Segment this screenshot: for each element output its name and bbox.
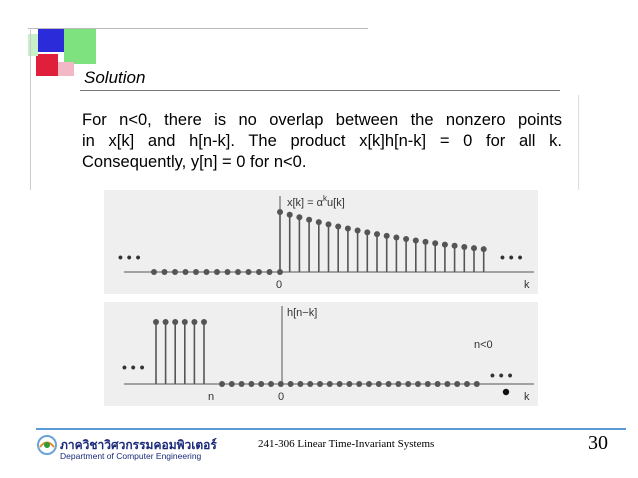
- zero-sample-point: [151, 269, 157, 275]
- xk-sample-point: [335, 223, 341, 229]
- xk-label: $x[k] = \alpha^ku[k]$: [287, 194, 345, 209]
- left-ellipsis: • • •: [118, 249, 141, 265]
- right-guide-line: [578, 95, 579, 190]
- zero-sample-point: [172, 269, 178, 275]
- department-name-english: Department of Computer Engineering: [60, 451, 202, 461]
- xk-sample-point: [277, 209, 283, 215]
- top-guide-line: [28, 28, 368, 29]
- xk-sample-point: [345, 226, 351, 232]
- zero-sample-point: [307, 381, 313, 387]
- zero-sample-point: [327, 381, 333, 387]
- xk-sample-point: [432, 240, 438, 246]
- zero-sample-point: [337, 381, 343, 387]
- decor-square-green: [64, 28, 96, 64]
- decor-square-pink: [58, 62, 74, 76]
- stray-dot: [503, 389, 509, 395]
- xk-sample-point: [306, 217, 312, 223]
- xk-sample-point: [326, 221, 332, 227]
- xk-sample-point: [287, 212, 293, 218]
- zero-sample-point: [193, 269, 199, 275]
- xk-sample-point: [384, 233, 390, 239]
- xk-stem-plot: [104, 190, 538, 294]
- zero-sample-point: [278, 381, 284, 387]
- xk-sample-point: [481, 246, 487, 252]
- zero-sample-point: [297, 381, 303, 387]
- zero-sample-point: [214, 269, 220, 275]
- zero-label: 0: [278, 391, 285, 403]
- zero-sample-point: [219, 381, 225, 387]
- xk-sample-point: [393, 234, 399, 240]
- zero-sample-point: [366, 381, 372, 387]
- page-number: 30: [588, 432, 608, 454]
- k-axis-label: k: [524, 279, 530, 291]
- hnk-stem-plot: [104, 302, 538, 406]
- xk-sample-point: [442, 242, 448, 248]
- xk-sample-point: [461, 244, 467, 250]
- solution-text: [82, 110, 562, 173]
- zero-sample-point: [376, 381, 382, 387]
- department-logo-icon: [36, 434, 58, 456]
- zero-sample-point: [464, 381, 470, 387]
- footer-divider: [36, 428, 626, 430]
- hnk-sample-point: [153, 319, 159, 325]
- zero-sample-point: [225, 269, 231, 275]
- decor-square-red: [36, 54, 58, 76]
- zero-sample-point: [229, 381, 235, 387]
- xk-sample-point: [423, 239, 429, 245]
- right-ellipsis: • • •: [500, 249, 523, 265]
- title-underline: [80, 90, 560, 91]
- course-title: 241-306 Linear Time-Invariant Systems: [258, 438, 435, 450]
- zero-sample-point: [162, 269, 168, 275]
- condition-label: n<0: [474, 339, 493, 351]
- zero-sample-point: [183, 269, 189, 275]
- xk-sample-point: [364, 229, 370, 235]
- xk-sample-point: [296, 214, 302, 220]
- body-line: For n<0, there is no overlap between the nonzero points: [82, 111, 562, 129]
- xk-sample-point: [316, 219, 322, 225]
- xk-sample-point: [471, 245, 477, 251]
- zero-sample-point: [204, 269, 210, 275]
- zero-sample-point: [288, 381, 294, 387]
- hnk-sample-point: [172, 319, 178, 325]
- hnk-sample-point: [163, 319, 169, 325]
- zero-sample-point: [415, 381, 421, 387]
- hnk-label: h[n−k]: [287, 307, 318, 319]
- zero-sample-point: [386, 381, 392, 387]
- zero-sample-point: [256, 269, 262, 275]
- zero-sample-point: [317, 381, 323, 387]
- zero-sample-point: [395, 381, 401, 387]
- left-guide-line: [30, 30, 31, 190]
- left-ellipsis: • • •: [122, 359, 145, 375]
- hnk-sample-point: [191, 319, 197, 325]
- department-name-thai: ภาควิชาวิศวกรรมคอมพิวเตอร์: [60, 438, 217, 452]
- zero-sample-point: [246, 269, 252, 275]
- zero-label: 0: [276, 279, 283, 291]
- zero-sample-point: [474, 381, 480, 387]
- zero-sample-point: [346, 381, 352, 387]
- zero-sample-point: [268, 381, 274, 387]
- slide-title: Solution: [84, 68, 146, 87]
- xk-sample-point: [355, 227, 361, 233]
- zero-sample-point: [235, 269, 241, 275]
- zero-sample-point: [258, 381, 264, 387]
- k-axis-label: k: [524, 391, 530, 403]
- n-label: n: [208, 391, 215, 403]
- zero-sample-point: [248, 381, 254, 387]
- zero-sample-point: [267, 269, 273, 275]
- zero-sample-point: [454, 381, 460, 387]
- zero-sample-point: [356, 381, 362, 387]
- zero-sample-point: [239, 381, 245, 387]
- xk-sample-point: [452, 243, 458, 249]
- decor-square-blue: [38, 28, 64, 52]
- body-line: in x[k] and h[n-k]. The product x[k]h[n-k] = 0 for all k.: [82, 132, 562, 150]
- hnk-sample-point: [201, 319, 207, 325]
- xk-sample-point: [374, 231, 380, 237]
- right-ellipsis: • • •: [490, 367, 513, 383]
- hnk-sample-point: [182, 319, 188, 325]
- zero-sample-point: [425, 381, 431, 387]
- xk-sample-point: [413, 238, 419, 244]
- xk-sample-point: [403, 236, 409, 242]
- zero-sample-point: [444, 381, 450, 387]
- zero-sample-point: [435, 381, 441, 387]
- zero-sample-point: [405, 381, 411, 387]
- body-line: Consequently, y[n] = 0 for n<0.: [82, 153, 307, 171]
